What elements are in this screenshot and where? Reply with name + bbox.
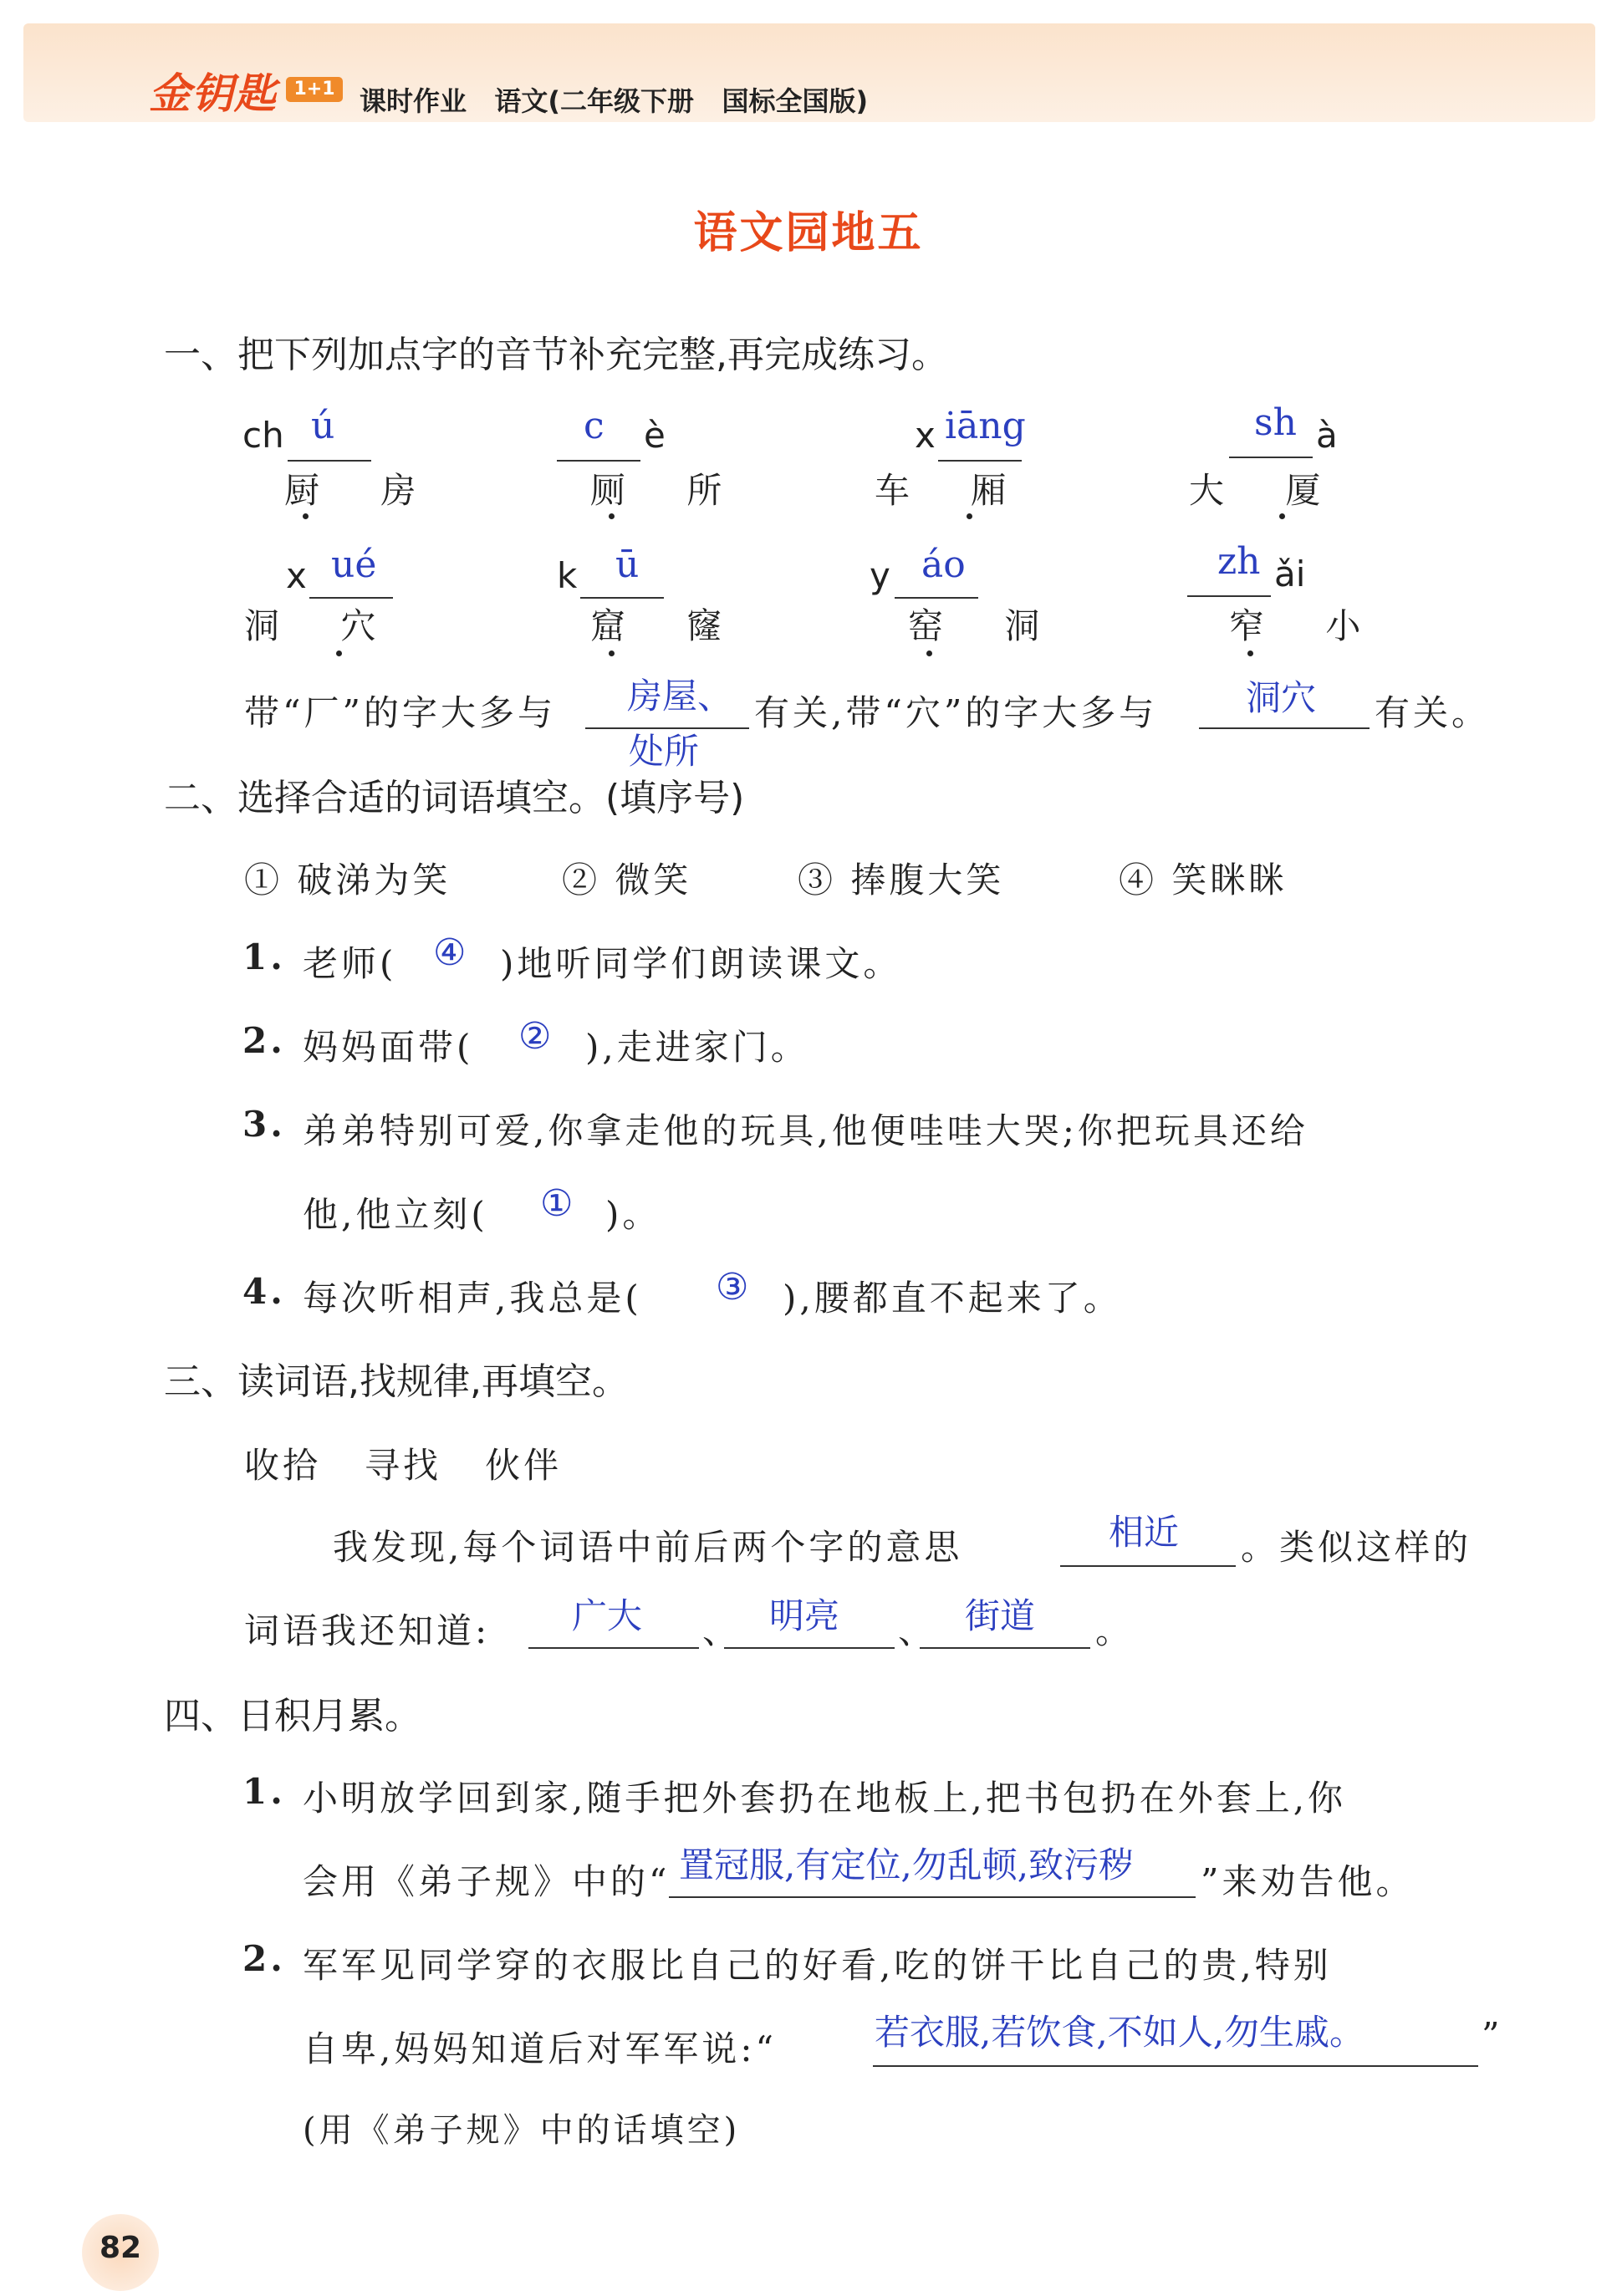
question-number: 4. (242, 1271, 286, 1312)
question-text: 弟弟特别可爱,你拿走他的玩具,他便哇哇大哭;你把玩具还给 (303, 1110, 1308, 1151)
answer-line (1229, 457, 1313, 458)
pinyin-post: à (1316, 415, 1338, 456)
word: 窑 洞 (908, 605, 1065, 646)
pinyin-answer: áo (921, 543, 966, 586)
answer-text: ① (540, 1182, 574, 1225)
option: ④ 笑眯眯 (1119, 860, 1288, 901)
emphasis-dot (609, 513, 615, 519)
option: ② 微笑 (562, 860, 692, 901)
word: 窟 窿 (590, 605, 747, 646)
section3-heading: 三、读词语,找规律,再填空。 (164, 1360, 629, 1403)
word: 厨 房 (284, 470, 441, 511)
answer-line (528, 1647, 699, 1649)
pinyin-answer: sh (1254, 401, 1297, 444)
question-note: (用《弟子规》中的话填空) (303, 2111, 741, 2150)
section1-heading: 一、把下列加点字的音节补充完整,再完成练习。 (164, 334, 948, 376)
answer-line (669, 1896, 1196, 1898)
answer-text: 房屋、 (627, 676, 733, 717)
answer-line (557, 460, 640, 462)
question-text: 妈妈面带( (303, 1027, 474, 1068)
brand-logo: 金钥匙 (149, 69, 277, 118)
pinyin-post: è (644, 415, 666, 456)
separator: 、 (898, 1610, 937, 1651)
question-text: )地听同学们朗读课文。 (500, 943, 902, 984)
header-subtitle: 课时作业 语文(二年级下册 国标全国版) (360, 85, 869, 117)
emphasis-dot (336, 651, 342, 656)
answer-text: 广大 (572, 1595, 643, 1636)
logo-badge: 1+1 (286, 77, 343, 102)
option: ③ 捧腹大笑 (798, 860, 1005, 901)
question-number: 1. (242, 936, 286, 977)
question-text: 他,他立刻( (303, 1194, 488, 1235)
separator: 、 (702, 1610, 742, 1651)
answer-line (288, 460, 371, 462)
question-text: ),走进家门。 (585, 1027, 809, 1068)
pinyin-pre: k (557, 555, 578, 596)
answer-line (585, 727, 749, 729)
question-number: 3. (242, 1104, 286, 1145)
answer-line (1060, 1565, 1236, 1567)
question-text: 自卑,妈妈知道后对军军说:“ (303, 2028, 777, 2069)
question-number: 2. (242, 1020, 286, 1061)
question-text: 军军见同学穿的衣服比自己的好看,吃的饼干比自己的贵,特别 (303, 1945, 1332, 1986)
question-number: 2. (242, 1938, 286, 1979)
question-text: ),腰都直不起来了。 (783, 1278, 1122, 1319)
question-text: )。 (605, 1194, 661, 1235)
answer-line (1187, 595, 1271, 597)
sentence-part: 词语我还知道: (244, 1610, 491, 1651)
emphasis-dot (303, 513, 309, 519)
sentence-part: 我发现,每个词语中前后两个字的意思 (333, 1527, 963, 1568)
answer-line (1199, 727, 1370, 729)
answer-text: 置冠服,有定位,勿乱顿,致污秽 (679, 1844, 1135, 1885)
pinyin-answer: ú (311, 405, 335, 447)
answer-text: 明亮 (769, 1595, 840, 1636)
emphasis-dot (1279, 513, 1285, 519)
pinyin-answer: c (584, 405, 604, 447)
answer-line (873, 2065, 1478, 2067)
pinyin-answer: iāng (945, 405, 1026, 447)
question-text: 小明放学回到家,随手把外套扔在地板上,把书包扔在外套上,你 (303, 1778, 1347, 1819)
section2-heading: 二、选择合适的词语填空。(填序号) (164, 777, 745, 819)
pinyin-answer: ū (615, 543, 640, 586)
word: 洞 穴 (244, 605, 401, 646)
pinyin-pre: ch (242, 415, 284, 456)
word: 车 厢 (875, 470, 1032, 511)
pinyin-pre: x (286, 555, 307, 596)
question-number: 1. (242, 1771, 286, 1812)
answer-text: 街道 (965, 1595, 1036, 1636)
example-words: 收拾 寻找 伙伴 (244, 1445, 563, 1486)
word: 窄 小 (1229, 605, 1386, 646)
question-text: 老师( (303, 943, 397, 984)
question-text: 会用《弟子规》中的“ (303, 1861, 671, 1902)
option: ① 破涕为笑 (244, 860, 451, 901)
emphasis-dot (926, 651, 932, 656)
sentence-part: 。 (1095, 1610, 1135, 1651)
answer-line (920, 1647, 1090, 1649)
answer-text: 处所 (629, 731, 700, 772)
answer-text: 洞穴 (1246, 677, 1317, 718)
page-number: 82 (99, 2231, 142, 2265)
word: 大 厦 (1189, 470, 1346, 511)
answer-text: ④ (433, 931, 467, 974)
question-text: ” (1482, 2015, 1503, 2056)
emphasis-dot (967, 513, 972, 519)
sentence-part: 。类似这样的 (1241, 1527, 1472, 1568)
emphasis-dot (609, 651, 615, 656)
answer-text: 若衣服,若饮食,不如人,勿生戚。 (875, 2012, 1365, 2053)
pinyin-answer: zh (1217, 540, 1261, 583)
answer-line (938, 460, 1022, 462)
answer-text: 相近 (1109, 1512, 1180, 1553)
pinyin-post: ǎi (1274, 554, 1306, 594)
answer-text: ② (518, 1015, 552, 1058)
sentence-part: 带“厂”的字大多与 (244, 692, 556, 733)
page-title: 语文园地五 (693, 208, 924, 258)
question-text: ”来劝告他。 (1201, 1861, 1415, 1902)
section4-heading: 四、日积月累。 (164, 1695, 421, 1737)
sentence-part: 有关。 (1375, 692, 1491, 733)
pinyin-answer: ué (331, 543, 377, 586)
pinyin-pre: y (870, 555, 890, 596)
answer-line (724, 1647, 895, 1649)
answer-text: ③ (716, 1266, 749, 1309)
question-text: 每次听相声,我总是( (303, 1278, 642, 1319)
word: 厕 所 (590, 470, 747, 511)
sentence-part: 有关,带“穴”的字大多与 (754, 692, 1158, 733)
pinyin-pre: x (915, 415, 936, 456)
emphasis-dot (1247, 651, 1253, 656)
